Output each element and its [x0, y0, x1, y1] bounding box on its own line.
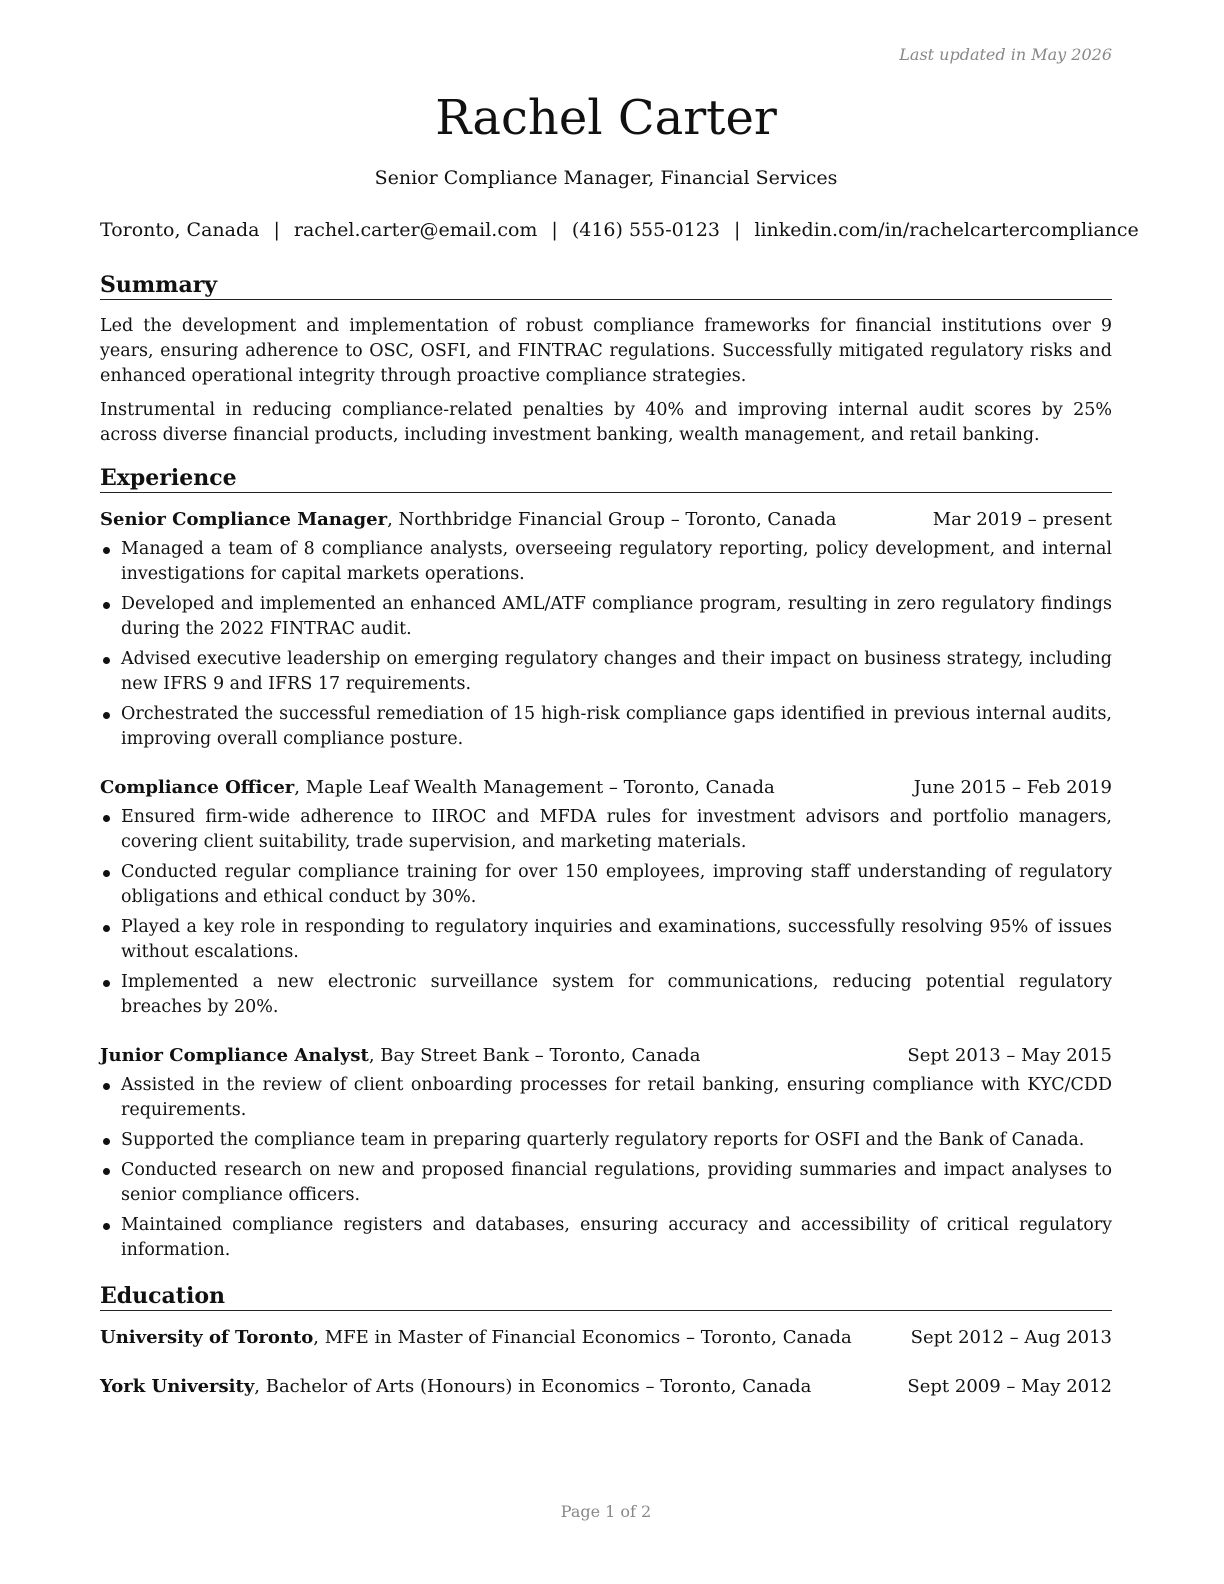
education-entry-2 [100, 1374, 1112, 1399]
job-employer: , Maple Leaf Wealth Management – Toronto, Canada [294, 777, 775, 798]
bullet-item: Implemented a new electronic surveillance system for communications, reducing potential regulatory breaches by 20%. [100, 970, 1112, 1020]
school-name: University of Toronto [100, 1327, 314, 1348]
page-number: Page 1 of 2 [560, 1502, 652, 1521]
bullet-item: Orchestrated the successful remediation of 15 high-risk compliance gaps identified in previous internal audits, improving overall compliance posture. [100, 702, 1112, 752]
contact-phone[interactable]: (416) 555-0123 [571, 219, 720, 241]
candidate-headline: Senior Compliance Manager, Financial Services [374, 167, 838, 189]
contact-separator: | [734, 219, 741, 241]
bullet-item: Supported the compliance team in preparing quarterly regulatory reports for OSFI and the Bank of Canada. [100, 1128, 1112, 1153]
job-employer: , Bay Street Bank – Toronto, Canada [368, 1045, 701, 1066]
bullet-item: Conducted regular compliance training for over 150 employees, improving staff understanding of regulatory obligations and ethical conduct by 30%. [100, 860, 1112, 910]
education-entry-1 [100, 1325, 1112, 1350]
degree-detail: , Bachelor of Arts (Honours) in Economics – Toronto, Canada [254, 1376, 812, 1397]
experience-entry-1-bullets [100, 537, 1112, 757]
bullet-item: Conducted research on new and proposed financial regulations, providing summaries and impact analyses to senior compliance officers. [100, 1158, 1112, 1208]
contact-linkedin[interactable]: linkedin.com/in/rachelcartercompliance [754, 219, 1139, 241]
resume-page [100, 0, 1139, 1584]
summary-paragraph-2: Instrumental in reducing compliance-related penalties by 40% and improving internal audit scores by 25% across diverse financial products, including investment banking, wealth management, and retail banking. [100, 400, 1112, 445]
last-updated-note: Last updated in May 2026 [899, 45, 1112, 64]
contact-line [100, 219, 1139, 241]
degree-detail: , MFE in Master of Financial Economics – Toronto, Canada [313, 1327, 852, 1348]
education-heading: Education [100, 1282, 1112, 1311]
bullet-item: Managed a team of 8 compliance analysts, overseeing regulatory reporting, policy development, and internal investigations for capital markets operations. [100, 537, 1112, 587]
contact-location: Toronto, Canada [100, 219, 260, 241]
bullet-item: Maintained compliance registers and databases, ensuring accuracy and accessibility of critical regulatory information. [100, 1213, 1112, 1263]
experience-entry-2-bullets [100, 805, 1112, 1025]
summary-heading: Summary [100, 271, 1112, 300]
contact-separator: | [273, 219, 280, 241]
experience-entry-1-header [100, 507, 1112, 532]
job-employer: , Northbridge Financial Group – Toronto, Canada [387, 509, 837, 530]
job-dates: June 2015 – Feb 2019 [913, 777, 1112, 798]
candidate-name: Rachel Carter [435, 90, 777, 146]
bullet-item: Advised executive leadership on emerging regulatory changes and their impact on business strategy, including new IFRS 9 and IFRS 17 requirements. [100, 647, 1112, 697]
education-dates: Sept 2009 – May 2012 [907, 1376, 1112, 1397]
bullet-item: Assisted in the review of client onboarding processes for retail banking, ensuring compliance with KYC/CDD requirements. [100, 1073, 1112, 1123]
contact-email[interactable]: rachel.carter@email.com [293, 219, 538, 241]
experience-entry-3-bullets [100, 1073, 1112, 1268]
bullet-item: Ensured firm-wide adherence to IIROC and MFDA rules for investment advisors and portfolio managers, covering client suitability, trade supervision, and marketing materials. [100, 805, 1112, 855]
bullet-item: Played a key role in responding to regulatory inquiries and examinations, successfully resolving 95% of issues without escalations. [100, 915, 1112, 965]
school-name: York University [100, 1376, 255, 1397]
education-dates: Sept 2012 – Aug 2013 [910, 1327, 1112, 1348]
job-title: Junior Compliance Analyst [100, 1045, 369, 1066]
experience-entry-2-header [100, 775, 1112, 800]
bullet-item: Developed and implemented an enhanced AML/ATF compliance program, resulting in zero regulatory findings during the 2022 FINTRAC audit. [100, 592, 1112, 642]
job-title: Compliance Officer [100, 777, 295, 798]
experience-heading: Experience [100, 464, 1112, 493]
contact-separator: | [551, 219, 558, 241]
experience-entry-3-header [100, 1043, 1112, 1068]
job-dates: Mar 2019 – present [932, 509, 1112, 530]
summary-paragraph-1: Led the development and implementation of robust compliance frameworks for financial institutions over 9 years, ensuring adherence to OSC, OSFI, and FINTRAC regulations. Successfully mitigated regulatory risks and enhanced operational integrity through proactive compliance strategies. [100, 316, 1112, 386]
job-title: Senior Compliance Manager [100, 509, 388, 530]
job-dates: Sept 2013 – May 2015 [907, 1045, 1112, 1066]
